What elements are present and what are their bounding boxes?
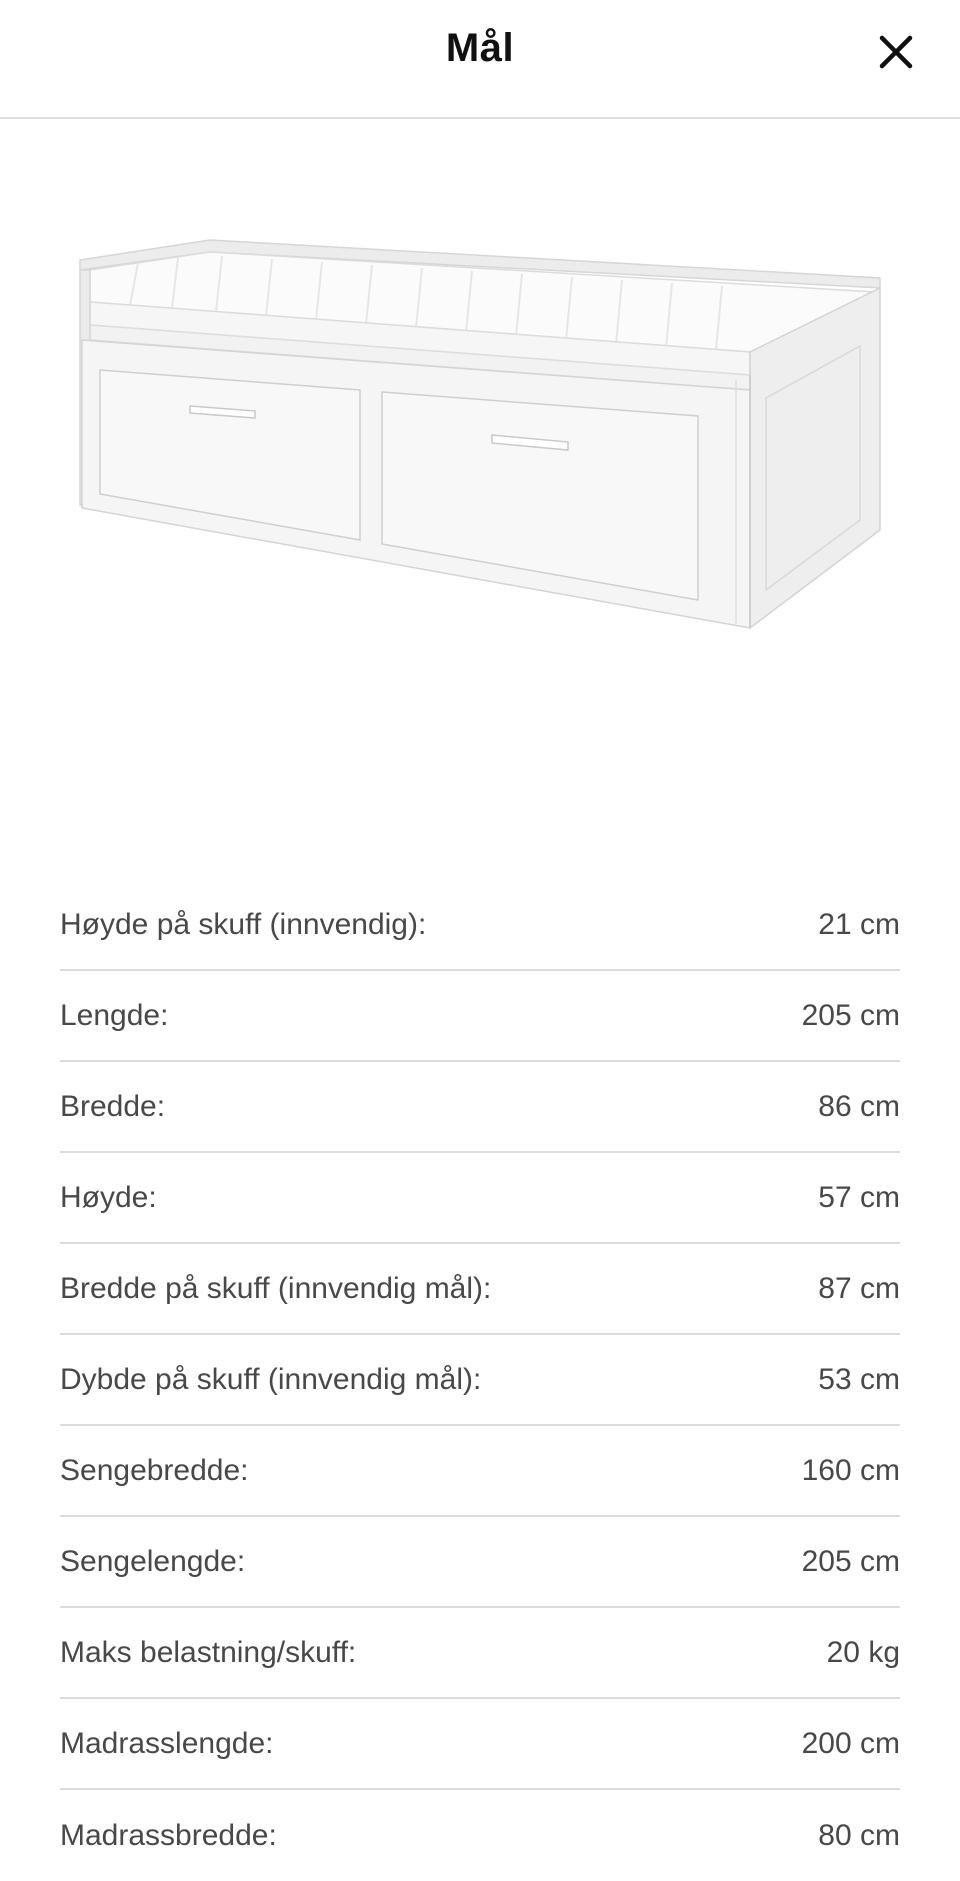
dimension-row [60,1062,900,1153]
dimension-label: Madrassbredde: [60,1818,277,1852]
dimension-value: 21 cm [818,907,900,941]
close-button[interactable] [868,24,924,80]
dimension-row [60,1517,900,1608]
dimension-row [60,1153,900,1244]
dimension-value: 53 cm [818,1362,900,1396]
dimension-label: Høyde på skuff (innvendig): [60,907,427,941]
dimension-value: 87 cm [818,1271,900,1305]
dimension-row [60,1790,900,1881]
dimension-value: 160 cm [801,1453,900,1487]
dimensions-list [60,880,900,1881]
dimension-row [60,1608,900,1699]
dimension-label: Bredde: [60,1089,166,1123]
dimension-value: 200 cm [801,1726,900,1760]
daybed-with-drawers-illustration [60,230,900,650]
dimension-label: Sengebredde: [60,1453,249,1487]
product-image [60,230,900,650]
dimension-row [60,880,900,971]
dimension-value: 20 kg [826,1635,900,1669]
dimension-value: 57 cm [818,1180,900,1214]
modal-header [0,0,960,119]
dimension-row [60,1335,900,1426]
dimension-value: 86 cm [818,1089,900,1123]
page-title: Mål [445,26,515,70]
dimension-value: 205 cm [801,998,900,1032]
dimension-value: 205 cm [801,1544,900,1578]
dimension-label: Lengde: [60,998,169,1032]
dimension-label: Dybde på skuff (innvendig mål): [60,1362,482,1396]
close-icon [868,24,924,80]
dimension-row [60,971,900,1062]
dimension-row [60,1244,900,1335]
dimension-label: Maks belastning/skuff: [60,1635,357,1669]
dimension-value: 80 cm [818,1818,900,1852]
dimension-label: Madrasslengde: [60,1726,274,1760]
dimension-row [60,1426,900,1517]
dimension-label: Høyde: [60,1180,157,1214]
dimension-label: Bredde på skuff (innvendig mål): [60,1271,492,1305]
dimension-row [60,1699,900,1790]
dimension-label: Sengelengde: [60,1544,246,1578]
